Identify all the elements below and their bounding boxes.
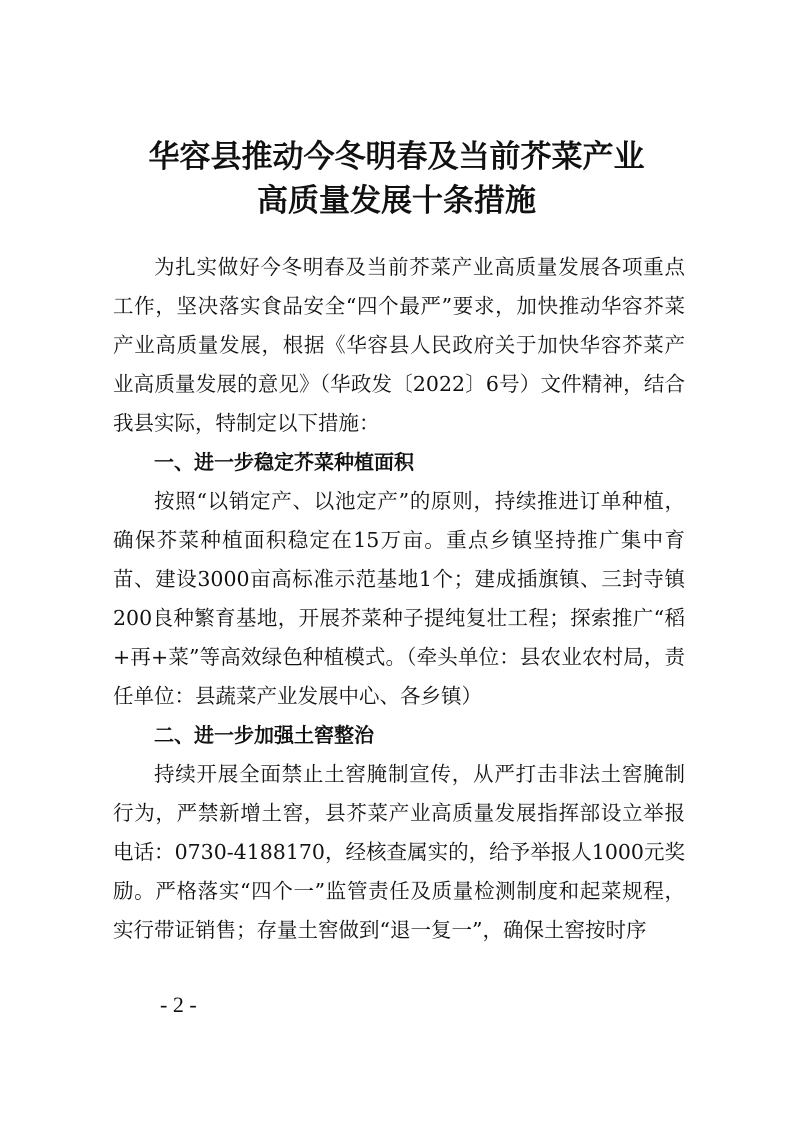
section-1-heading: 一、进一步稳定芥菜种植面积 (154, 450, 414, 474)
section-1-paragraph: 按照“以销定产、以池定产”的原则，持续推进订单种植，确保芥菜种植面积稳定在15万亩。重点乡镇坚持推广集中育苗、建设3000亩高标准示范基地1个；建成插旗镇、三封寺镇200良种繁育基地，开展芥菜种子提纯复壮工程；探索推广“稻+再+菜”等高效绿色种植模式。（牵头单位：县农业农村局，责任单位：县蔬菜产业发展中心、各乡镇） (113, 489, 685, 708)
section-2-paragraph: 持续开展全面禁止土窖腌制宣传，从严打击非法土窖腌制行为，严禁新增土窖，县芥菜产业高质量发展指挥部设立举报电话：0730-4188170，经核查属实的，给予举报人1000元奖励。严格落实“四个一”监管责任及质量检测制度和起菜规程，实行带证销售；存量土窖做到“退一复一”，确保土窖按时序 (113, 762, 685, 942)
section-2-heading: 二、进一步加强土窖整治 (154, 723, 374, 747)
document-body (113, 248, 685, 950)
document-title-line1: 华容县推动今冬明春及当前芥菜产业 (148, 139, 645, 175)
page-number: - 2 - (160, 992, 197, 1017)
document-title-line2: 高质量发展十条措施 (257, 183, 536, 219)
intro-paragraph: 为扎实做好今冬明春及当前芥菜产业高质量发展各项重点工作，坚决落实食品安全“四个最严”要求，加快推动华容芥菜产业高质量发展，根据《华容县人民政府关于加快华容芥菜产业高质量发展的意见》（华政发〔2022〕6号）文件精神，结合我县实际，特制定以下措施： (113, 255, 685, 435)
